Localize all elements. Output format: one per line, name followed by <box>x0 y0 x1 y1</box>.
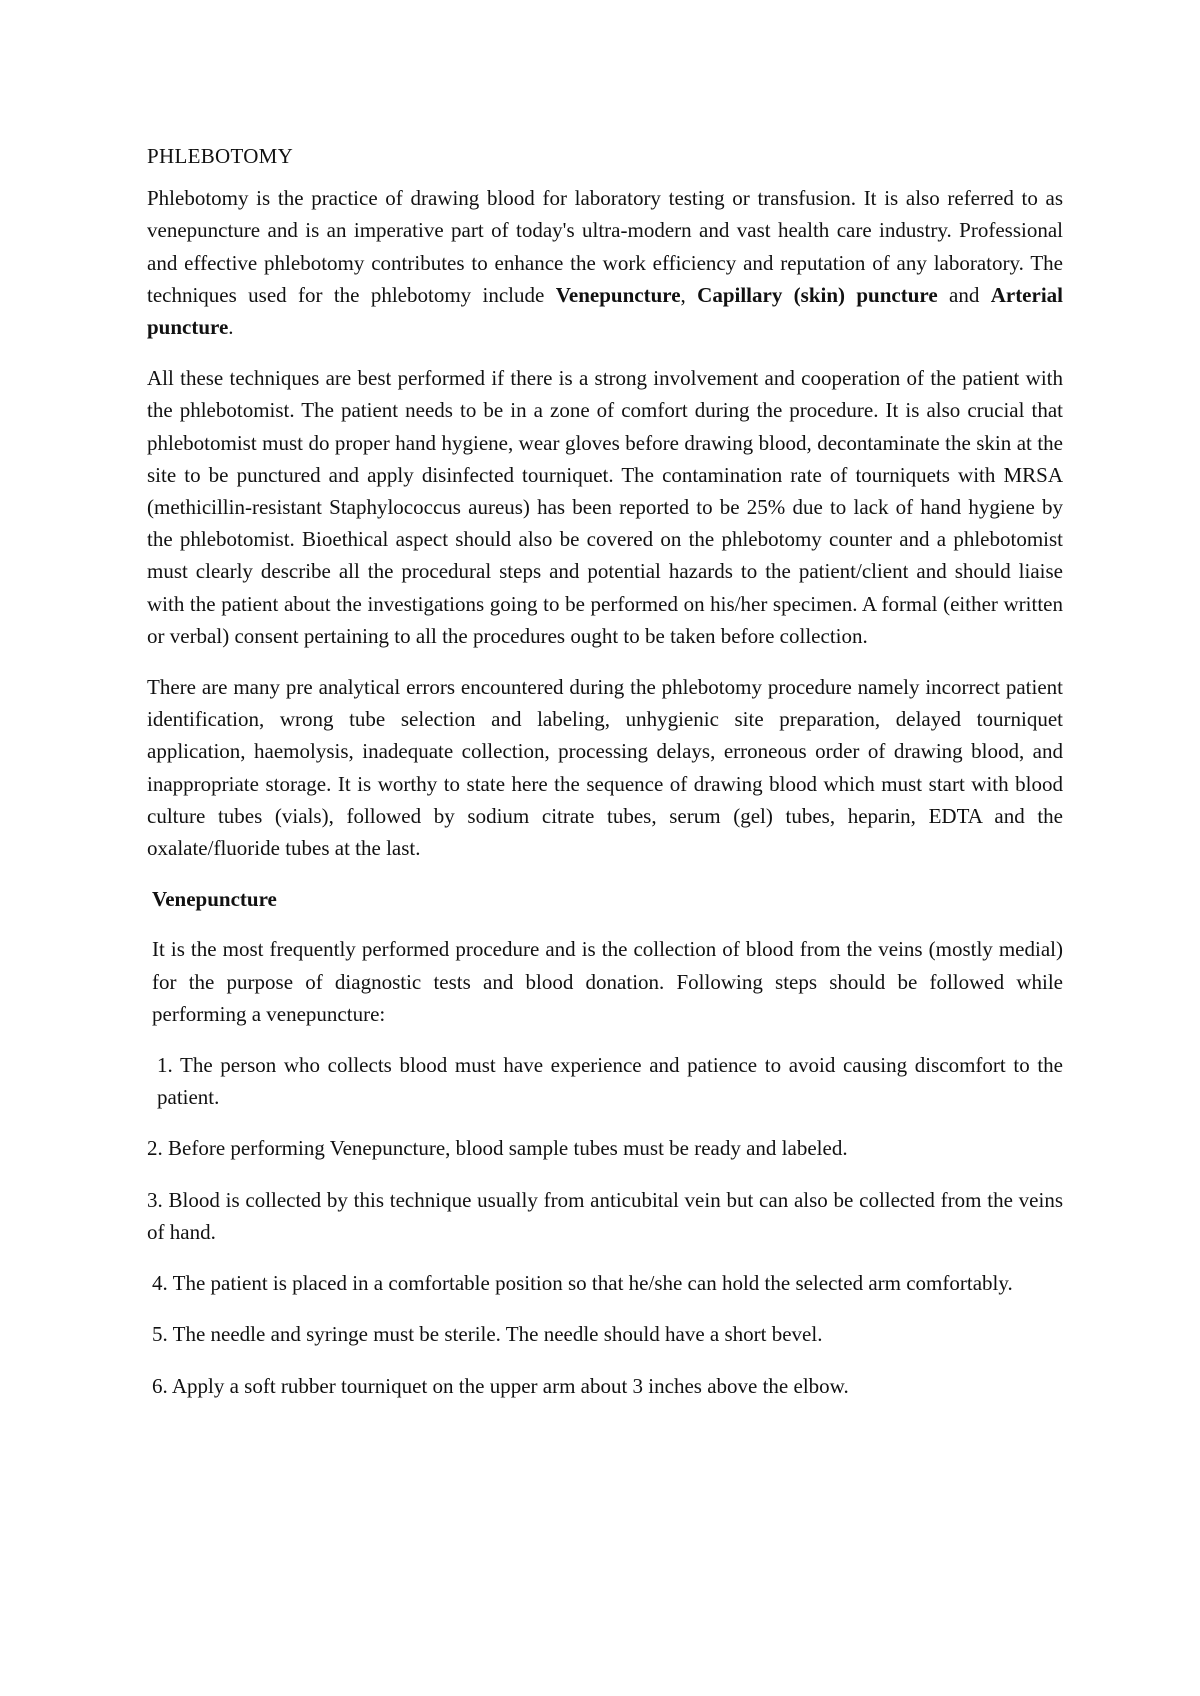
technique-venepuncture: Venepuncture <box>555 282 681 307</box>
errors-paragraph: There are many pre analytical errors encountered during the phlebotomy procedure namely incorrect patient identification, wrong tube selection and labeling, unhygienic site preparation, delayed tourniquet application, haemolysis, inadequate collection, processing delays, erroneous order of drawing blood, and inappropriate storage. It is worthy to state here the sequence of drawing blood which must start with blood culture tubes (vials), followed by sodium citrate tubes, serum (gel) tubes, heparin, EDTA and the oxalate/fluoride tubes at the last. <box>147 675 1063 861</box>
document-title: PHLEBOTOMY <box>147 144 294 168</box>
technique-arterial: Arterial puncture <box>147 282 1063 340</box>
list-item: 5. The needle and syringe must be sterile. The needle should have a short bevel. <box>152 1322 823 1347</box>
document-page <box>147 140 1063 1421</box>
list-item: 4. The patient is placed in a comfortable position so that he/she can hold the selected arm comfortably. <box>152 1271 1013 1296</box>
list-item: 1. The person who collects blood must have experience and patience to avoid causing discomfort to the patient. <box>157 1053 1063 1110</box>
intro-separator: and <box>937 282 991 307</box>
list-item: 2. Before performing Venepuncture, blood sample tubes must be ready and labeled. <box>147 1136 848 1161</box>
venepuncture-intro: It is the most frequently performed procedure and is the collection of blood from the veins (mostly medial) for the purpose of diagnostic tests and blood donation. Following steps should be followed while performing a venepuncture: <box>152 937 1063 1026</box>
intro-separator: , <box>680 282 698 307</box>
intro-end: . <box>228 315 234 340</box>
intro-paragraph <box>147 182 1063 343</box>
list-item: 6. Apply a soft rubber tourniquet on the upper arm about 3 inches above the elbow. <box>152 1373 849 1398</box>
venepuncture-heading: Venepuncture <box>152 887 277 912</box>
technique-capillary: Capillary (skin) puncture <box>697 282 938 307</box>
intro-text: Phlebotomy is the practice of drawing blood for laboratory testing or transfusion. It is also referred to as venepuncture and is an imperative part of today's ultra-modern and vast health care industry. Professional and effective phlebotomy contributes to enhance the work efficiency and reputation of any laboratory. The techniques used for the phlebotomy include <box>147 186 1063 307</box>
list-item: 3. Blood is collected by this technique usually from anticubital vein but can also be collected from the veins of hand. <box>147 1187 1063 1244</box>
hygiene-paragraph: All these techniques are best performed if there is a strong involvement and cooperation of the patient with the phlebotomist. The patient needs to be in a zone of comfort during the procedure. It is also crucial that phlebotomist must do proper hand hygiene, wear gloves before drawing blood, decontaminate the skin at the site to be punctured and apply disinfected tourniquet. The contamination rate of tourniquets with MRSA (methicillin-resistant Staphylococcus aureus) has been reported to be 25% due to lack of hand hygiene by the phlebotomist. Bioethical aspect should also be covered on the phlebotomy counter and a phlebotomist must clearly describe all the procedural steps and potential hazards to the patient/client and should liaise with the patient about the investigations going to be performed on his/her specimen. A formal (either written or verbal) consent pertaining to all the procedures ought to be taken before collection. <box>147 366 1063 648</box>
